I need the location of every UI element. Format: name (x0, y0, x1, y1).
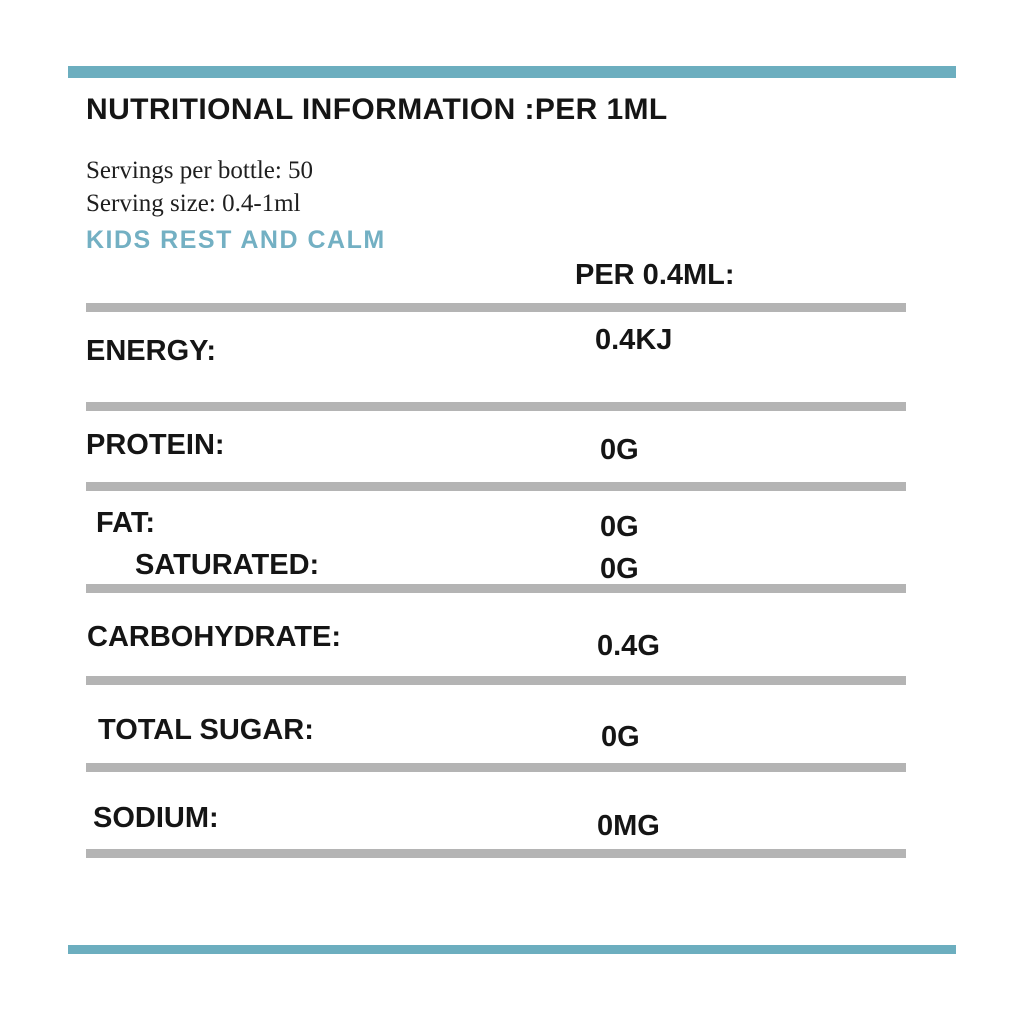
serving-size-text: Serving size: 0.4-1ml (86, 190, 301, 217)
row-label-total-sugar: TOTAL SUGAR: (98, 714, 314, 746)
row-label-fat: FAT: (96, 507, 156, 539)
row-value-fat: 0G (600, 511, 639, 543)
row-value-carbohydrate: 0.4G (597, 630, 660, 662)
row-value-sodium: 0MG (597, 810, 660, 842)
row-value-saturated: 0G (600, 553, 639, 585)
divider (86, 849, 906, 858)
row-value-energy: 0.4KJ (595, 324, 673, 356)
row-value-protein: 0G (600, 434, 639, 466)
bottom-accent-bar (68, 945, 956, 954)
top-accent-bar (68, 66, 956, 78)
row-label-carbohydrate: CARBOHYDRATE: (87, 621, 342, 653)
divider (86, 482, 906, 491)
row-label-saturated: SATURATED: (135, 549, 320, 581)
divider (86, 584, 906, 593)
divider (86, 676, 906, 685)
divider (86, 303, 906, 312)
value-column-header: PER 0.4ML: (575, 259, 735, 291)
row-value-total-sugar: 0G (601, 721, 640, 753)
row-label-protein: PROTEIN: (86, 429, 225, 461)
servings-per-bottle-text: Servings per bottle: 50 (86, 157, 314, 184)
page-title: NUTRITIONAL INFORMATION :PER 1ML (86, 93, 668, 126)
divider (86, 763, 906, 772)
row-label-sodium: SODIUM: (93, 802, 219, 834)
divider (86, 402, 906, 411)
row-label-energy: ENERGY: (86, 335, 216, 367)
product-name: KIDS REST AND CALM (86, 226, 386, 254)
